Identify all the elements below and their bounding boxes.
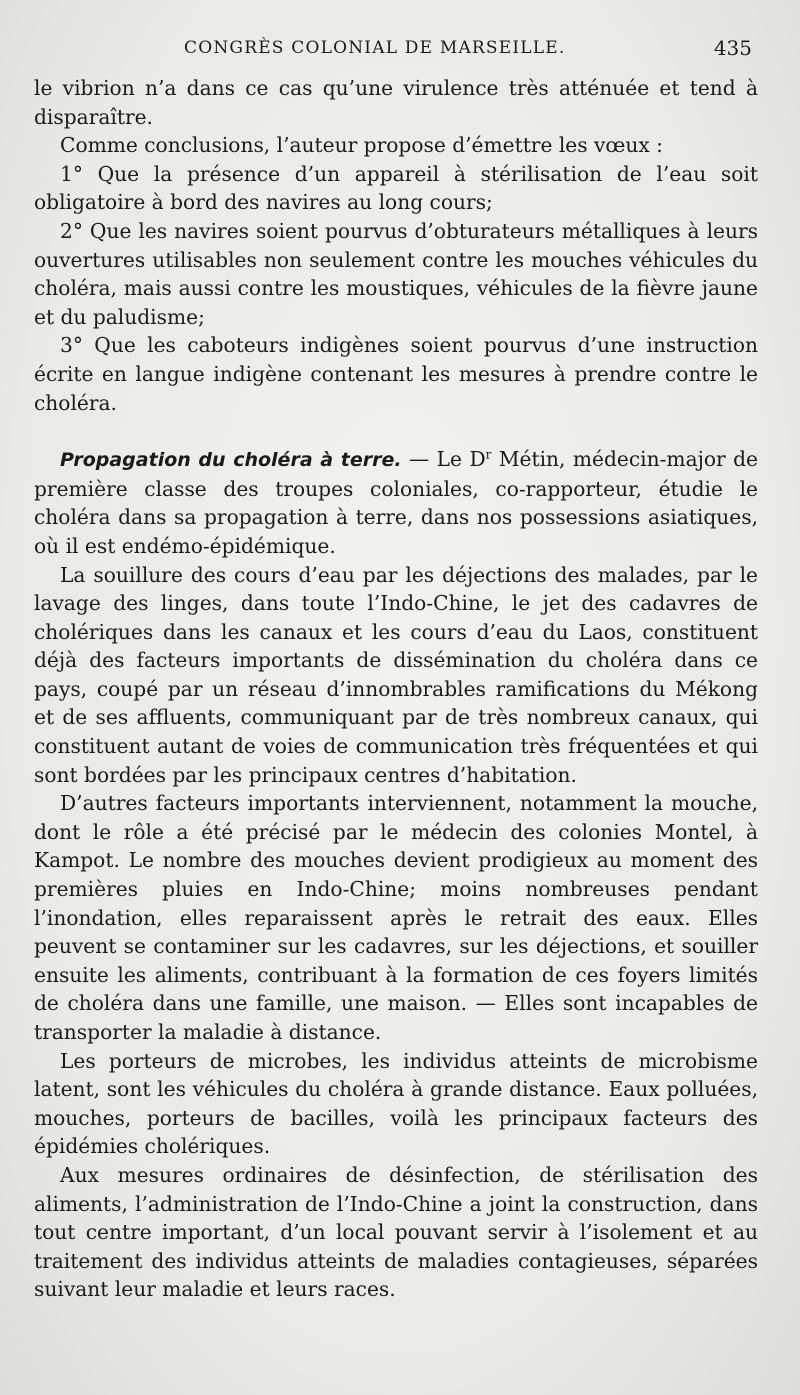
doctor-abbrev-sup: r — [485, 447, 492, 462]
paragraph-conclusions: Comme conclusions, l’auteur propose d’émettre les vœux : — [60, 133, 663, 158]
running-head — [34, 36, 752, 62]
paragraph-continuation: le vibrion n’a dans ce cas qu’une virulence très atténuée et tend à disparaître. — [34, 76, 758, 129]
wish-item-3: 3° Que les caboteurs indigènes soient pourvus d’une instruction écrite en langue indigène contenant les mesures à prendre contre le choléra. — [34, 333, 758, 415]
section-heading: Propagation du choléra à terre. — [60, 449, 402, 472]
wish-item-1: 1° Que la présence d’un appareil à stérilisation de l’eau soit obligatoire à bord des navires au long cours; — [34, 161, 758, 215]
paragraph-mouche: D’autres facteurs importants interviennent, notamment la mouche, dont le rôle a été précisé par le médecin des colonies Montel, à Kampot. Le nombre des mouches devient prodigieux au moment des premières pluies en Indo-Chine; moins nombreuses pendant l’inondation, elles reparaissent après le retrait des eaux. Elles peuvent se contaminer sur les cadavres, sur les déjections, et souiller ensuite les aliments, contribuant à la formation de ces foyers limités de choléra dans une famille, une maison. — Elles sont incapables de transporter la maladie à distance. — [34, 791, 758, 1044]
paragraph-porteurs: Les porteurs de microbes, les individus atteints de microbisme latent, sont les véhicules du choléra à grande distance. Eaux polluées, mouches, porteurs de bacilles, voilà les principaux facteurs des épidémies cholériques. — [34, 1048, 758, 1159]
wish-item-2: 2° Que les navires soient pourvus d’obturateurs métalliques à leurs ouvertures utilisables non seulement contre les mouches véhicules du choléra, mais aussi contre les moustiques, véhicules de la fièvre jaune et du paludisme; — [34, 218, 758, 329]
body-text — [34, 74, 758, 1304]
section-dash: — Le D — [401, 447, 486, 472]
paragraph-souillure: La souillure des cours d’eau par les déjections des malades, par le lavage des linges, dans toute l’Indo-Chine, le jet des cadavres de cholériques dans les canaux et les cours d’eau du Laos, constituent déjà des facteurs importants de dissémination du choléra dans ce pays, coupé par un réseau d’innombrables ramifications du Mékong et de ses affluents, communiquant par de très nombreux canaux, qui constituent autant de voies de communication très fréquentées et qui sont bordées par les principaux centres d’habitation. — [34, 562, 758, 787]
section-intro-text: Métin, médecin-major de première classe des troupes coloniales, co-rapporteur, étudie le choléra dans sa propagation à terre, dans nos possessions asiatiques, où il est endémo-épidémique. — [34, 447, 758, 558]
page-number: 435 — [713, 36, 752, 60]
running-title: CONGRÈS COLONIAL DE MARSEILLE. — [184, 38, 566, 58]
section-intro-paragraph — [34, 445, 758, 560]
paragraph-mesures: Aux mesures ordinaires de désinfection, de stérilisation des aliments, l’administration de l’Indo-Chine a joint la construction, dans tout centre important, d’un local pouvant servir à l’isolement et au traitement des individus atteints de maladies contagieuses, séparées suivant leur maladie et leurs races. — [34, 1162, 758, 1302]
